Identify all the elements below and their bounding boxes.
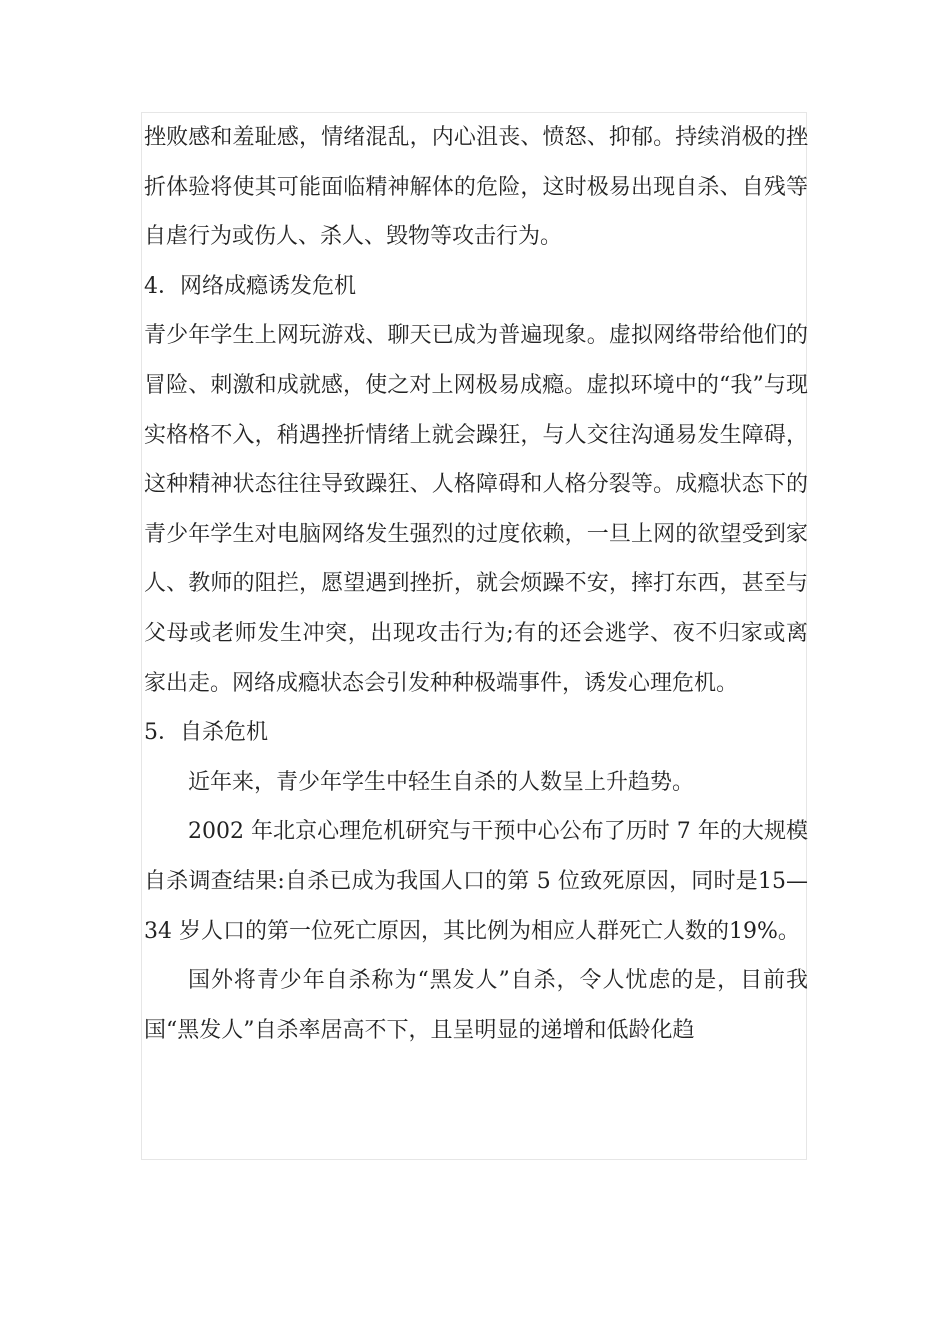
paragraph-suicide-trend: 近年来，青少年学生中轻生自杀的人数呈上升趋势。 <box>188 769 695 795</box>
heading-suicide-crisis: 5．自杀危机 <box>144 720 268 746</box>
paragraph-internet-addiction: 青少年学生上网玩游戏、聊天已成为普遍现象。虚拟网络带给他们的冒险、刺激和成就感，使之对上网极易成瘾。虚拟环境中的“我”与现实格格不入，稍遇挫折情绪上就会躁狂，与人交往沟通易发生障碍，这种精神状态往往导致躁狂、人格障碍和人格分裂等。成瘾状态下的青少年学生对电脑网络发生强烈的过度依赖，一旦上网的欲望受到家人、教师的阻拦，愿望遇到挫折，就会烦躁不安，摔打东西，甚至与父母或老师发生冲突，出现攻击行为;有的还会逃学、夜不归家或离家出走。网络成瘾状态会引发种种极端事件，诱发心理危机。 <box>144 323 808 696</box>
heading-internet-addiction: 4．网络成瘾诱发危机 <box>144 273 356 299</box>
paragraph-black-hair-suicide: 国外将青少年自杀称为“黑发人”自杀，令人忧虑的是，目前我国“黑发人”自杀率居高不下，且呈明显的递增和低龄化趋 <box>144 968 808 1043</box>
paragraph-suicide-survey: 2002 年北京心理危机研究与干预中心公布了历时 7 年的大规模自杀调查结果:自杀已成为我国人口的第 5 位致死原因，同时是15—34 岁人口的第一位死亡原因，其比例为相应人群死亡人数的19%。 <box>144 819 808 944</box>
paragraph-crisis-consequences: 挫败感和羞耻感，情绪混乱，内心沮丧、愤怒、抑郁。持续消极的挫折体验将使其可能面临精神解体的危险，这时极易出现自杀、自残等自虐行为或伤人、杀人、毁物等攻击行为。 <box>144 125 808 250</box>
document-body <box>144 113 808 1055</box>
